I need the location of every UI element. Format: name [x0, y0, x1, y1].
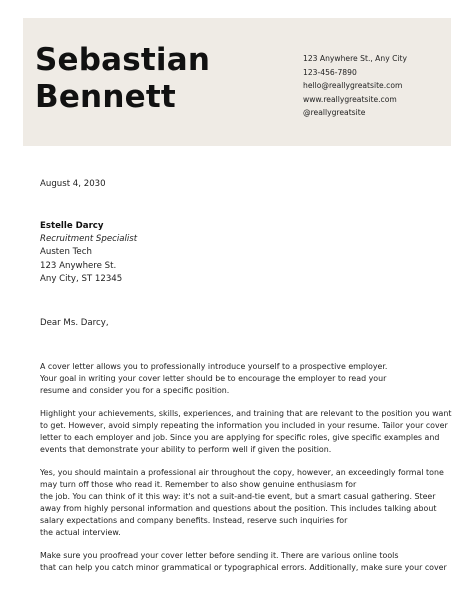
contact-email: hello@reallygreatsite.com — [303, 81, 403, 91]
paragraph-line: A cover letter allows you to professionally introduce yourself to a prospective employer. — [40, 362, 388, 371]
paragraph-line: Highlight your achievements, skills, experiences, and training that are relevant to the position you want — [40, 408, 452, 418]
paragraph-line: Yes, you should maintain a professional air throughout the copy, however, an exceedingly formal tone — [40, 467, 444, 477]
paragraph-line: Your goal in writing your cover letter should be to encourage the employer to read your — [40, 374, 387, 384]
paragraph-line: the job. You can think of it this way: it's not a suit-and-tie event, but a smart casual gathering. Steer — [40, 491, 436, 501]
contact-info — [303, 52, 407, 120]
paragraph-line: away from highly personal information and questions about the position. This includes talking about — [40, 503, 437, 513]
letter-date: August 4, 2030 — [40, 179, 106, 189]
contact-phone: 123-456-7890 — [303, 67, 357, 77]
paragraph-line: to get. However, avoid simply repeating the information you included in your resume. Tailor your cover — [40, 420, 448, 430]
recipient-title: Recruitment Specialist — [40, 234, 138, 245]
recipient-city: Any City, ST 12345 — [40, 273, 123, 284]
paragraph — [40, 467, 452, 540]
recipient-name: Estelle Darcy — [40, 221, 104, 231]
paragraph-line: events that demonstrate your ability to perform well if given the position. — [40, 445, 332, 455]
recipient-company: Austen Tech — [40, 247, 92, 258]
recipient-block — [40, 220, 137, 286]
paragraph — [40, 550, 452, 574]
sender-first-name: Sebastian — [35, 42, 211, 78]
contact-social: @reallygreatsite — [303, 108, 366, 118]
paragraph-line: may turn off those who read it. Remember to also show genuine enthusiasm for — [40, 479, 357, 489]
letter-body — [40, 361, 452, 584]
paragraph-line: resume and consider you for a specific position. — [40, 386, 230, 396]
paragraph-line: letter to each employer and job. Since you are applying for specific roles, give specific examples and — [40, 432, 440, 442]
paragraph-line: salary expectations and company benefits. Instead, reserve such inquiries for — [40, 516, 348, 526]
salutation: Dear Ms. Darcy, — [40, 318, 109, 328]
sender-name — [35, 42, 210, 116]
paragraph — [40, 361, 452, 397]
paragraph-line: that can help you catch minor grammatical or typographical errors. Additionally, make sure your cover — [40, 562, 447, 572]
paragraph-line: the actual interview. — [40, 528, 121, 538]
paragraph — [40, 408, 452, 456]
recipient-street: 123 Anywhere St. — [40, 260, 117, 271]
sender-last-name: Bennett — [35, 79, 176, 115]
paragraph-line: Make sure you proofread your cover letter before sending it. There are various online tools — [40, 550, 399, 560]
contact-address: 123 Anywhere St., Any City — [303, 54, 407, 63]
contact-website: www.reallygreatsite.com — [303, 94, 397, 104]
